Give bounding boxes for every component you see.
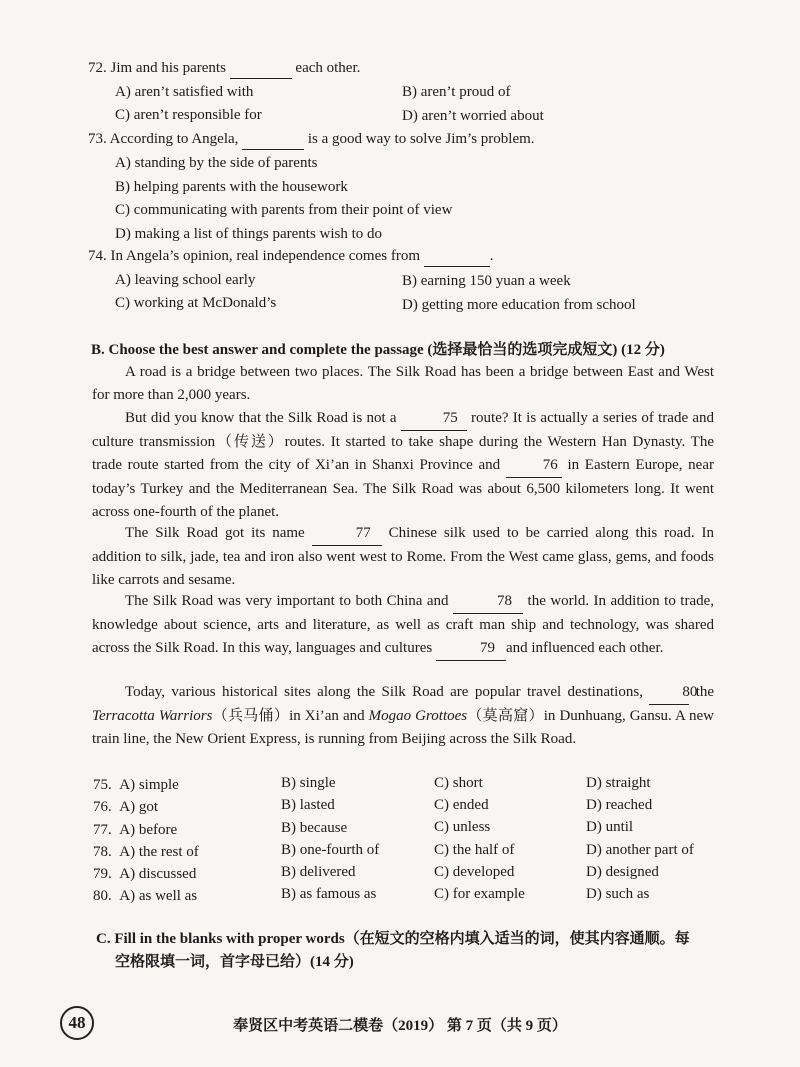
page-number-circle: 48 [60, 1006, 94, 1040]
option-77-c: C) unless [434, 819, 491, 835]
q72-option-a: A) aren’t satisfied with [115, 84, 254, 100]
passage-paragraph-5: Today, various historical sites along the Silk Road are popular travel destinations, 80 the Terracotta Warriors（兵马俑）in Xi’an and Mogao Grottoes（莫高窟）in Dunhuang, Gansu. A new train line, the New Orient Express, is running from Beijing across the Silk Road. [92, 681, 714, 751]
option-80-b: B) as famous as [281, 886, 377, 902]
option-row-78: 78. A) the rest of [93, 844, 199, 860]
q72-option-c: C) aren’t responsible for [115, 107, 262, 123]
answer-blank [230, 58, 292, 79]
answer-blank [242, 129, 304, 150]
option-75-c: C) short [434, 775, 483, 791]
option-77-d: D) until [586, 819, 634, 835]
option-76-c: C) ended [434, 797, 489, 813]
option-78-d: D) another part of [586, 842, 694, 858]
q72-stem: 72. Jim and his parents each other. [88, 58, 360, 79]
passage-paragraph-2: But did you know that the Silk Road is not a 75 route? It is actually a series of trade and culture transmission（传送）routes. It started to take shape during the Western Han Dynasty. The trade route started from the city of Xi’an in Shanxi Province and 76 in Eastern Europe, near today’s Turkey and the Mediterranean Sea. The Silk Road was about 6,500 kilometers long. It went across one-fourth of the planet. [92, 407, 714, 524]
blank-75: 75 [401, 407, 467, 431]
passage-paragraph-3: The Silk Road got its name 77 Chinese silk used to be carried along this road. In addition to silk, jade, tea and iron also went west to Rome. From the West came glass, gems, and foods like carrots and sesame. [92, 522, 714, 592]
q74-stem: 74. In Angela’s opinion, real independence comes from . [88, 246, 494, 267]
q73-stem: 73. According to Angela, is a good way to solve Jim’s problem. [88, 129, 535, 150]
option-75-d: D) straight [586, 775, 651, 791]
passage-paragraph-4: The Silk Road was very important to both China and 78 the world. In addition to trade, knowledge about science, arts and literature, as well as craft man ship and technology, was shared across the Silk Road. In this way, languages and cultures 79 and influenced each other. [92, 590, 714, 661]
blank-78: 78 [453, 590, 523, 614]
option-79-c: C) developed [434, 864, 515, 880]
q72-option-b: B) aren’t proud of [402, 84, 511, 100]
option-row-80: 80. A) as well as [93, 888, 198, 904]
option-79-d: D) designed [586, 864, 659, 880]
option-78-b: B) one-fourth of [281, 842, 380, 858]
q73-option-a: A) standing by the side of parents [115, 155, 318, 171]
option-row-75: 75. A) simple [93, 777, 179, 793]
q73-option-c: C) communicating with parents from their point of view [115, 202, 453, 218]
q74-option-d: D) getting more education from school [402, 297, 636, 313]
q74-option-a: A) leaving school early [115, 272, 256, 288]
option-76-d: D) reached [586, 797, 653, 813]
blank-79: 79 [436, 637, 506, 661]
page-footer: 奉贤区中考英语二模卷（2019） 第 7 页（共 9 页） [233, 1018, 567, 1034]
option-75-b: B) single [281, 775, 336, 791]
option-79-b: B) delivered [281, 864, 356, 880]
section-c-heading-line2: 空格限填一词，首字母已给）(14 分) [115, 954, 354, 970]
option-80-d: D) such as [586, 886, 650, 902]
option-row-77: 77. A) before [93, 822, 178, 838]
q74-option-b: B) earning 150 yuan a week [402, 273, 571, 289]
option-76-b: B) lasted [281, 797, 335, 813]
option-77-b: B) because [281, 820, 348, 836]
section-b-heading: B. Choose the best answer and complete the passage (选择最恰当的选项完成短文) (12 分) [91, 342, 665, 358]
q73-option-d: D) making a list of things parents wish to do [115, 226, 383, 242]
q73-option-b: B) helping parents with the housework [115, 179, 348, 195]
section-c-heading-line1: C. Fill in the blanks with proper words（在短文的空格内填入适当的词，使其内容通顺。每 [96, 931, 690, 947]
blank-76: 76 [506, 454, 562, 478]
q72-option-d: D) aren’t worried about [402, 108, 544, 124]
answer-blank [424, 246, 490, 267]
option-78-c: C) the half of [434, 842, 515, 858]
passage-paragraph-1: A road is a bridge between two places. The Silk Road has been a bridge between East and West for more than 2,000 years. [92, 364, 714, 403]
blank-77: 77 [312, 522, 382, 546]
option-row-76: 76. A) got [93, 799, 158, 815]
q74-option-c: C) working at McDonald’s [115, 295, 277, 311]
option-80-c: C) for example [434, 886, 525, 902]
option-row-79: 79. A) discussed [93, 866, 197, 882]
blank-80: 80 [649, 681, 689, 705]
